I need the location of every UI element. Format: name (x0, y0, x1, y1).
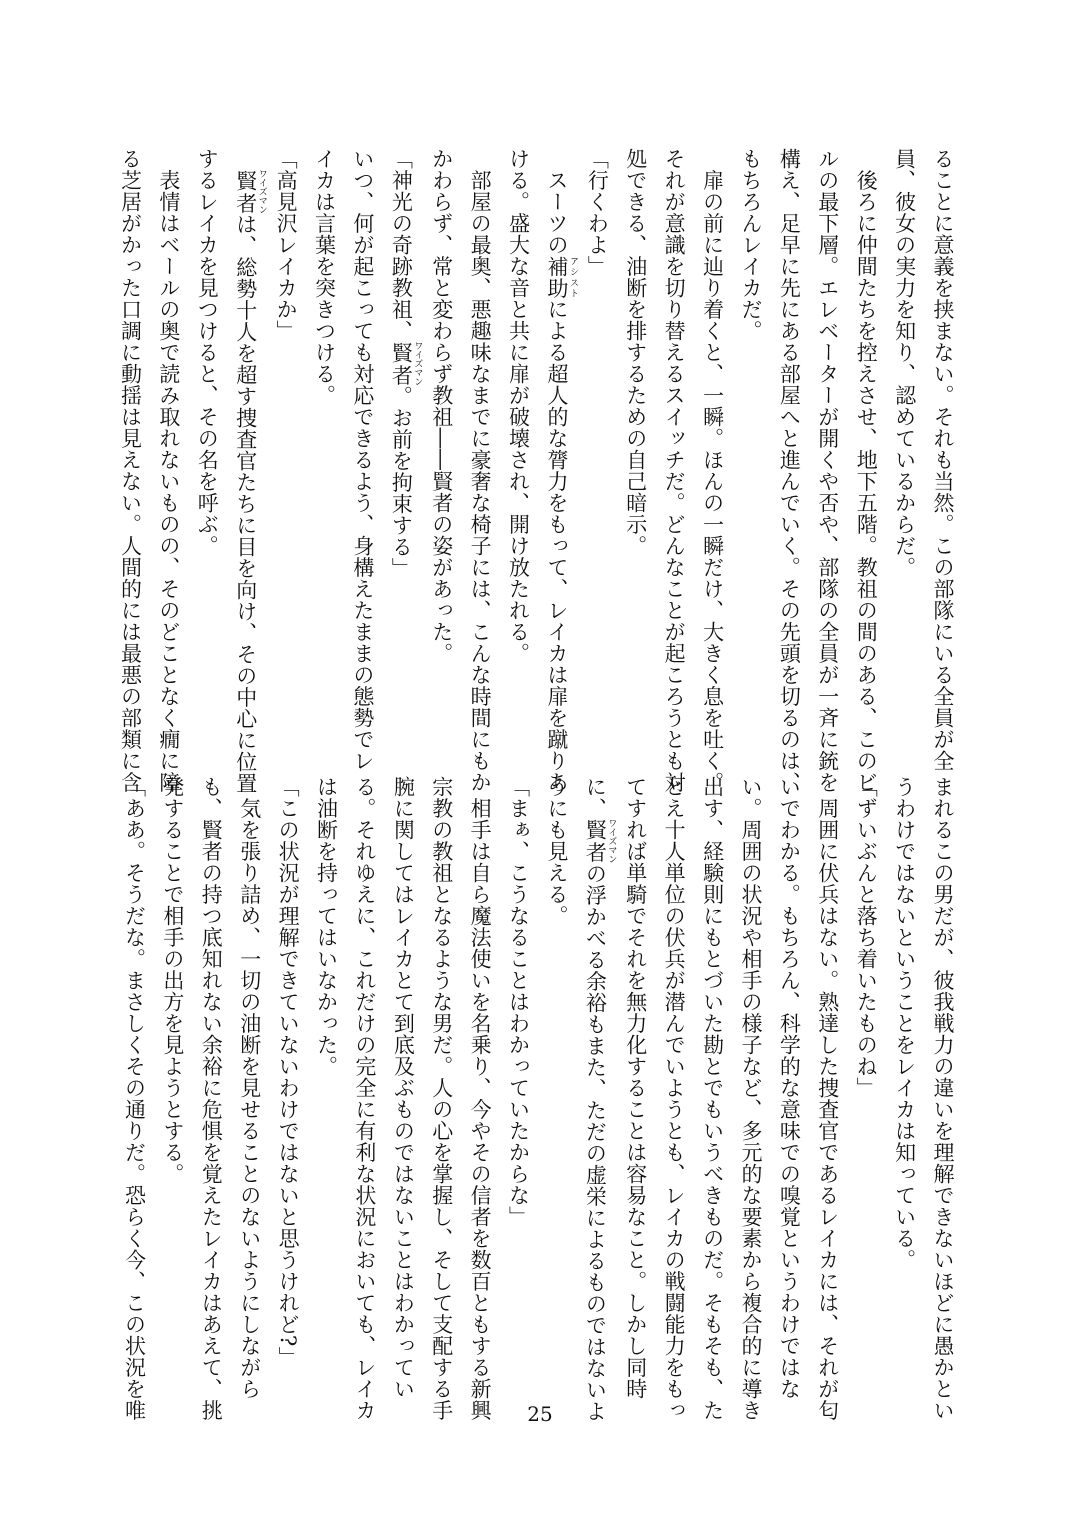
text-line: 周囲に伏兵はない。熟達した捜査官であるレイカには、それが匂 (815, 776, 840, 1421)
text-line: 相手は自ら魔法使いを名乗り、今やその信者を数百ともする新興 (468, 776, 493, 1421)
ruby-annotation (544, 255, 578, 299)
text-line: うにも見える。 (544, 776, 569, 927)
line-text: は、総勢十人を超す捜査官たちに目を向け、その中心に位置 (233, 213, 258, 794)
text-line: まれるこの男だが、彼我戦力の違いを理解できないほどに愚かとい (931, 776, 955, 1421)
text-line (576, 776, 617, 1422)
text-line: イカは言葉を突きつける。 (312, 148, 337, 406)
ruby-annotation (233, 169, 267, 214)
text-line: は油断を持ってはいなかった。 (314, 776, 339, 1077)
text-line: いつ、何が起こっても対応できるよう、身構えたままの態勢でレ (350, 148, 375, 772)
text-line: てすれば単騎でそれを無力化することは容易なこと。しかし同時 (623, 776, 648, 1400)
text-line: 気を張り詰め、一切の油断を見せることのないようにしながら (237, 776, 262, 1400)
ruby-text: ワイズマン (606, 818, 617, 864)
text-line: 部屋の最奥、悪趣味なまでに豪奢な椅子には、こんな時間にもか (468, 148, 493, 793)
text-line: る。それゆえに、これだけの完全に有利な状況においても、レイカ (352, 776, 377, 1421)
text-line: 後ろに仲間たちを控えさせ、地下五階。教祖の間のある、このビ (854, 148, 879, 793)
text-line: いでわかる。もちろん、科学的な意味での嗅覚というわけではな (777, 776, 802, 1400)
text-line: 構え、足早に先にある部屋へと進んでいく。その先頭を切るのは、 (777, 148, 802, 793)
text-block-top (118, 148, 962, 794)
text-line (382, 148, 422, 708)
text-line: 出す、経験則にもとづいた勘とでもいうべきものだ。そもそも、た (700, 776, 725, 1421)
text-line: 「この状況が理解できていないわけではないと思うけれど?」 (276, 776, 301, 1369)
line-text: スーツの (544, 148, 569, 256)
text-line: 「高見沢レイカか」 (274, 148, 299, 342)
ruby-base: 賢者 (233, 169, 258, 214)
text-line: も、賢者の持つ底知れない余裕に危惧を覚えたレイカはあえて、挑 (199, 776, 224, 1421)
text-line: 「まぁ、こうなることはわかっていたからな」 (506, 776, 531, 1228)
line-text: 。お前を拘束する」 (389, 385, 414, 579)
ruby-text: アシスト (567, 255, 578, 299)
ruby-annotation (583, 818, 617, 864)
ruby-text: ワイズマン (256, 169, 267, 214)
text-line: かわらず、常と変わらず教祖――賢者の姿があった。 (429, 148, 454, 664)
text-line: い。周囲の状況や相手の様子など、多元的な要素から複合的に導き (738, 776, 763, 1421)
text-line: 宗教の教祖となるような男だ。人の心を掌握し、そして支配する手 (429, 776, 454, 1421)
ruby-annotation (389, 341, 423, 386)
text-line: それが意識を切り替えるスイッチだ。どんなことが起ころうとも対 (662, 148, 687, 793)
line-text: の浮かべる余裕もまた、ただの虚栄によるものではないよ (583, 863, 608, 1422)
text-line: 扉の前に辿り着くと、一瞬。ほんの一瞬だけ、大きく息を吐く。 (700, 148, 725, 793)
text-line: 腕に関してはレイカとて到底及ぶものではないことはわかってい (391, 776, 416, 1400)
text-line: 発することで相手の出方を見ようとする。 (160, 776, 185, 1185)
text-line: 「ああ。そうだな。まさしくその通りだ。恐らく今、この状況を唯 (122, 776, 147, 1421)
line-text (234, 148, 258, 170)
ruby-text: ワイズマン (412, 341, 423, 386)
text-line: うわけではないということをレイカは知っている。 (892, 776, 917, 1271)
text-line: 「行くわよ」 (585, 148, 610, 277)
ruby-base: 賢者 (389, 341, 414, 386)
text-line: る芝居がかった口調に動揺は見えない。人間的には最悪の部類に含 (118, 148, 143, 793)
text-line (226, 148, 267, 794)
line-text: に、 (583, 776, 608, 819)
ruby-base: 補助 (544, 255, 569, 299)
text-line: 表情はベールの奥で読み取れないものの、そのどことなく癇に障 (156, 148, 181, 793)
text-line: もちろんレイカだ。 (738, 148, 763, 342)
line-text: 「神光の奇跡教祖、 (389, 148, 414, 342)
text-line: 「ずいぶんと落ち着いたものね」 (854, 776, 879, 1099)
page-number: 25 (527, 1402, 553, 1426)
text-line: するレイカを見つけると、その名を呼ぶ。 (195, 148, 220, 557)
text-line: ることに意義を挟まない。それも当然。この部隊にいる全員が全 (931, 148, 955, 772)
text-line: ルの最下層。エレベーターが開くや否や、部隊の全員が一斉に銃を (815, 148, 840, 793)
text-line: ける。盛大な音と共に扉が破壊され、開け放たれる。 (506, 148, 531, 664)
line-text: による超人的な膂力をもって、レイカは扉を蹴りあ (544, 298, 569, 793)
text-line: 処できる、油断を排するための自己暗示。 (623, 148, 648, 557)
text-line: とえ十人単位の伏兵が潜んでいようとも、レイカの戦闘能力をもっ (662, 776, 687, 1421)
ruby-base: 賢者 (583, 818, 608, 864)
text-line: 員、彼女の実力を知り、認めているからだ。 (892, 148, 917, 578)
text-line (538, 148, 578, 793)
